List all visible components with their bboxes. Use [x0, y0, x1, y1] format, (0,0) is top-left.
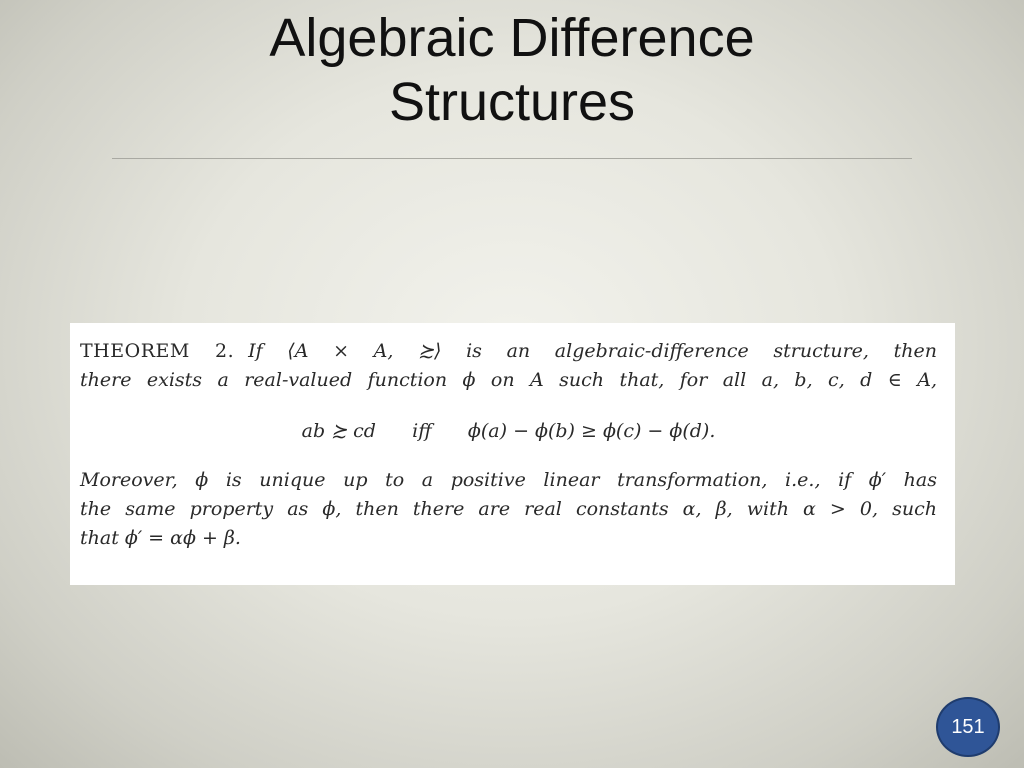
theorem-line-3: Moreover, ϕ is unique up to a positive linear transformation, i.e., if ϕ′ has: [80, 469, 937, 491]
theorem-line-5: that ϕ′ = αϕ + β.: [80, 527, 241, 549]
slide-title: [0, 6, 1024, 134]
theorem-label: THEOREM 2.: [80, 340, 235, 362]
slide-title-line-2: Structures: [388, 72, 636, 132]
theorem-equation: ab ≿ cd iff ϕ(a) − ϕ(b) ≥ ϕ(c) − ϕ(d).: [301, 420, 716, 442]
page-number-badge: 151: [936, 697, 1000, 757]
theorem-image: [70, 323, 955, 585]
theorem-hypothesis: If ⟨A × A, ≿⟩ is an algebraic-difference structure, then: [248, 340, 937, 362]
slide-title-line-1: Algebraic Difference: [269, 8, 755, 68]
theorem-line-1: [80, 337, 937, 366]
title-divider: [112, 158, 912, 159]
theorem-line-2: there exists a real-valued function ϕ on A such that, for all a, b, c, d ∈ A,: [80, 369, 937, 391]
theorem-line-4: the same property as ϕ, then there are real constants α, β, with α > 0, such: [80, 498, 937, 520]
